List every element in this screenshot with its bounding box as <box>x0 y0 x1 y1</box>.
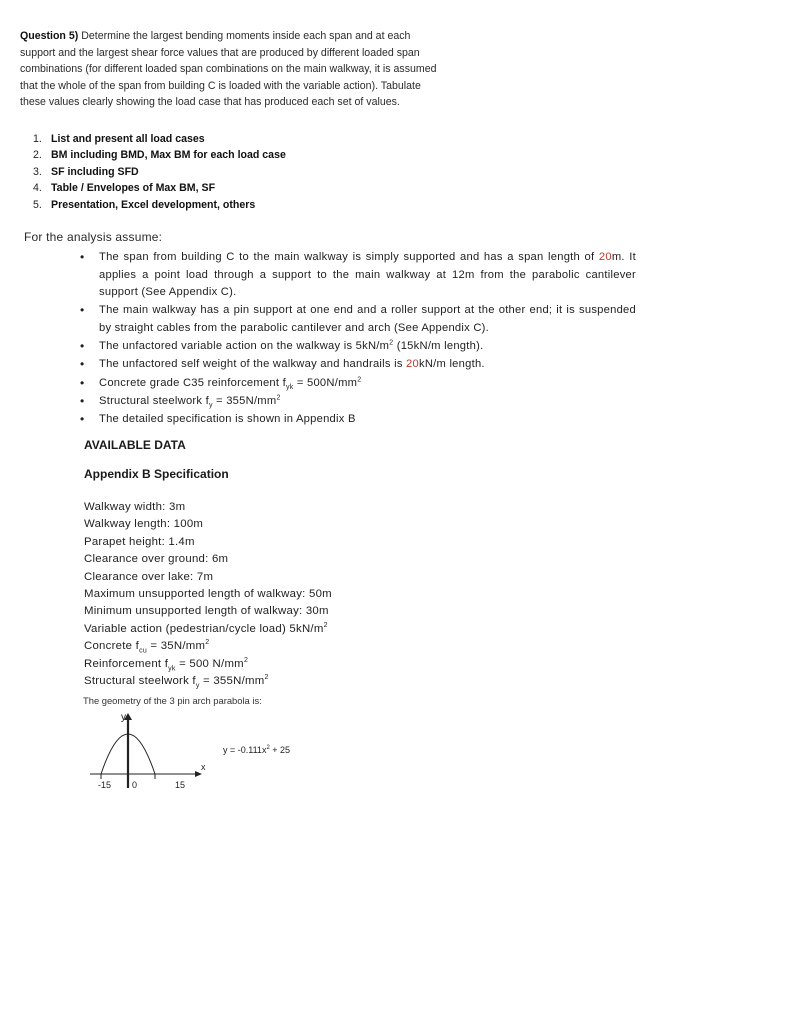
list-item <box>33 197 286 213</box>
list-number: 1. <box>33 133 42 145</box>
y-axis-label: y <box>121 712 126 723</box>
spec-item: Walkway length: 100m <box>84 518 204 531</box>
appendix-b-heading: Appendix B Specification <box>84 467 229 481</box>
spec-item: Clearance over lake: 7m <box>84 570 214 583</box>
spec-item: Parapet height: 1.4m <box>84 535 195 548</box>
tick-label-pos: 15 <box>175 780 186 790</box>
list-text: Table / Envelopes of Max BM, SF <box>51 182 216 195</box>
bullet-item: • The span from building C to the main walkway is simply supported and has a span length of 20m. It applies a point load through a support to the main walkway at 12m from the parabolic cantilever support (See Appendix C). <box>80 249 636 302</box>
spec-item: Reinforcement $f_{yk} = 500$ $N/mm^2$ <box>84 656 249 672</box>
list-text: BM including BMD, Max BM for each load case <box>51 149 286 162</box>
list-text: List and present all load cases <box>51 133 205 145</box>
assume-heading: For the analysis assume: <box>24 230 163 244</box>
list-text: Presentation, Excel development, others <box>51 198 256 211</box>
geometry-caption: The geometry of the 3 pin arch parabola is: <box>83 695 262 706</box>
bullet-item: • Concrete grade C35 reinforcement $f_{yk} = 500N/mm^2$ <box>80 375 636 393</box>
list-number: 3. <box>33 165 42 178</box>
spec-item: Walkway width: 3m <box>84 501 186 513</box>
list-item <box>33 180 286 196</box>
list-number: 2. <box>33 149 42 162</box>
bullet-item: • The main walkway has a pin support at one end and a roller support at the other end; it is suspended by straight cables from the parabolic cantilever and arch (See Appendix C). <box>80 302 636 337</box>
spec-item: Maximum unsupported length of walkway: 50m <box>84 588 332 601</box>
assumption-list <box>80 249 636 429</box>
question-label: Question 5) <box>20 30 79 42</box>
spec-item: Minimum unsupported length of walkway: 30m <box>84 605 329 618</box>
spec-item: Structural steelwork $f_y = 355N/mm^2$ <box>84 674 269 690</box>
spec-list <box>84 499 332 690</box>
list-text: SF including SFD <box>51 165 139 178</box>
equation-label: $y = -0.111x^2 + 25$ <box>223 745 291 755</box>
tick-label-zero: 0 <box>132 780 138 790</box>
task-list <box>33 131 286 213</box>
bullet-item: • The unfactored variable action on the walkway is $5kN/m^2$ (15kN/m length). <box>80 338 636 356</box>
list-item <box>33 131 286 147</box>
available-data-heading: AVAILABLE DATA <box>84 438 186 452</box>
x-axis-label: x <box>201 762 206 772</box>
spec-item: Variable action (pedestrian/cycle load) $5kN/m^2$ <box>84 622 328 635</box>
parabola-figure <box>80 708 340 798</box>
bullet-item: • Structural steelwork $f_y = 355N/mm^2$ <box>80 393 636 411</box>
list-item <box>33 147 286 163</box>
list-number: 4. <box>33 182 42 195</box>
list-item <box>33 164 286 180</box>
bullet-item: • The detailed specification is shown in Appendix B <box>80 411 636 429</box>
question-text: Determine the largest bending moments inside each span and at each support and the largest shear force values that are produced by different loaded span combinations (for different loaded span combinations on the main walkway, it is assumed that the whole of the span from building C is loaded with the variable action). Tabulate these values clearly showing the load case that has produced each set of values. <box>20 30 437 109</box>
spec-item: Clearance over ground: 6m <box>84 553 229 566</box>
question-paragraph <box>20 28 440 111</box>
bullet-item: • The unfactored self weight of the walkway and handrails is 20kN/m length. <box>80 356 636 374</box>
spec-item: Concrete $f_{cu} = 35N/mm^2$ <box>84 639 210 655</box>
list-number: 5. <box>33 198 42 211</box>
tick-label-neg: -15 <box>98 780 112 790</box>
